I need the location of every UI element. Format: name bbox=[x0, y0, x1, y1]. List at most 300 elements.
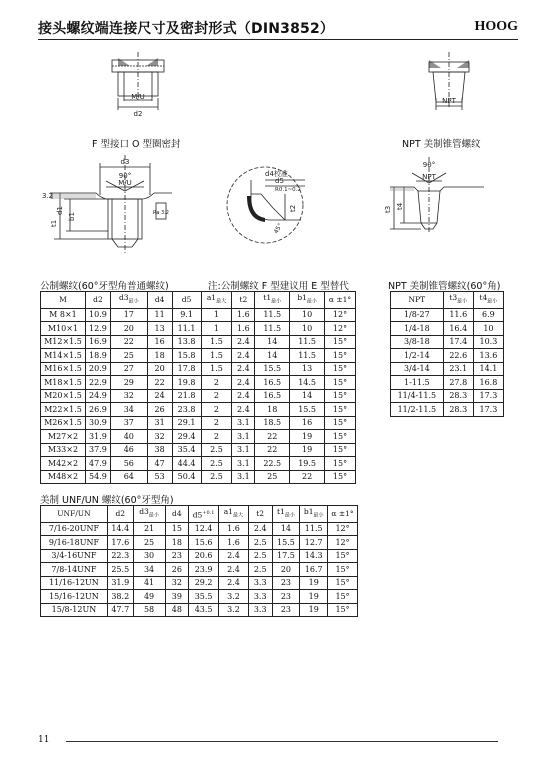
table-cell: M10×1 bbox=[41, 322, 86, 336]
angle-90-npt-label: 90° bbox=[422, 161, 436, 169]
table-row bbox=[41, 470, 356, 484]
table-cell: 2.4 bbox=[219, 549, 249, 563]
table-cell: 11 bbox=[147, 308, 172, 322]
table-cell: 11.6 bbox=[443, 308, 473, 322]
table-cell: 19.8 bbox=[172, 376, 201, 390]
table-cell: 2.5 bbox=[248, 549, 272, 563]
table-cell: 15.8 bbox=[172, 349, 201, 363]
t1-label: t1 bbox=[50, 219, 58, 227]
table-cell: 18 bbox=[165, 536, 189, 550]
table-cell: 20.6 bbox=[189, 549, 219, 563]
table-cell: 9/16-18UNF bbox=[41, 536, 108, 550]
header-unf-d2: d2 bbox=[107, 506, 133, 523]
table-row bbox=[41, 522, 358, 536]
header-d3: $d3_{最小}$ bbox=[110, 292, 147, 309]
table-cell: 34 bbox=[110, 403, 147, 417]
table-cell: 18 bbox=[255, 403, 290, 417]
table-cell: 2.4 bbox=[232, 389, 255, 403]
table-row bbox=[41, 430, 356, 444]
table-cell: 3.1 bbox=[232, 457, 255, 471]
table-cell: 31 bbox=[147, 416, 172, 430]
table-cell: 32 bbox=[147, 430, 172, 444]
table-row bbox=[391, 403, 504, 417]
table-cell: 15.5 bbox=[290, 403, 325, 417]
table-cell: 29.1 bbox=[172, 416, 201, 430]
table-cell: 26.9 bbox=[85, 403, 110, 417]
roughness-label: Ra 3.2 bbox=[153, 210, 169, 216]
table-cell: 22.5 bbox=[255, 457, 290, 471]
table-row bbox=[41, 322, 356, 336]
table-row bbox=[391, 308, 504, 322]
d4-label: d4校准 bbox=[265, 170, 288, 178]
table-cell: 13 bbox=[147, 322, 172, 336]
unf-thread-table bbox=[40, 505, 358, 617]
table-cell: 1 bbox=[201, 308, 232, 322]
table-cell: 20.9 bbox=[85, 362, 110, 376]
table-cell: 7/8-14UNF bbox=[41, 563, 108, 577]
table-cell: 15/16-12UN bbox=[41, 590, 108, 604]
table-row bbox=[41, 536, 358, 550]
header-unf: UNF/UN bbox=[41, 506, 108, 523]
table-cell: 37 bbox=[110, 416, 147, 430]
table-cell: 41 bbox=[133, 576, 165, 590]
table-cell: 14.1 bbox=[473, 362, 503, 376]
table-cell: 2 bbox=[201, 376, 232, 390]
table-cell: 19 bbox=[300, 590, 328, 604]
table-cell: 10.9 bbox=[85, 308, 110, 322]
table-cell: 2 bbox=[201, 389, 232, 403]
table-cell: 15° bbox=[325, 349, 356, 363]
table-cell: 26 bbox=[147, 403, 172, 417]
d2-label: d2 bbox=[133, 110, 143, 118]
table-cell: 2 bbox=[201, 430, 232, 444]
angle-90-label: 90° bbox=[118, 172, 132, 180]
f-type-port-drawing bbox=[40, 155, 175, 255]
table-cell: 3.2 bbox=[219, 603, 249, 617]
table-cell: M22×1.5 bbox=[41, 403, 86, 417]
table-cell: 22.3 bbox=[107, 549, 133, 563]
table-cell: 53 bbox=[147, 470, 172, 484]
table-cell: 16 bbox=[290, 416, 325, 430]
table-cell: 29 bbox=[110, 376, 147, 390]
table-cell: 15.6 bbox=[189, 536, 219, 550]
unf-caption: 美制 UNF/UN 螺纹(60°牙型角) bbox=[40, 495, 174, 506]
table-cell: 37.9 bbox=[85, 443, 110, 457]
table-row bbox=[391, 376, 504, 390]
table-cell: 3.3 bbox=[248, 603, 272, 617]
table-cell: 19 bbox=[300, 576, 328, 590]
table-cell: 24.9 bbox=[85, 389, 110, 403]
header-b1: $b1_{最小}$ bbox=[290, 292, 325, 309]
header-alpha: α ±1° bbox=[325, 292, 356, 309]
table-cell: 2 bbox=[201, 403, 232, 417]
table-cell: 18.5 bbox=[255, 416, 290, 430]
table-cell: 22 bbox=[255, 430, 290, 444]
unf-table-header bbox=[41, 506, 358, 523]
table-cell: 2.4 bbox=[232, 362, 255, 376]
table-cell: 13.6 bbox=[473, 349, 503, 363]
table-cell: 15° bbox=[328, 563, 358, 577]
table-cell: 20 bbox=[110, 322, 147, 336]
f-type-plug-drawing bbox=[100, 50, 180, 120]
table-cell: 3/4-14 bbox=[391, 362, 444, 376]
table-cell: 16.4 bbox=[443, 322, 473, 336]
table-cell: 35.5 bbox=[189, 590, 219, 604]
header-a1: $a1_{最大}$ bbox=[201, 292, 232, 309]
table-cell: 10 bbox=[473, 322, 503, 336]
t2-label: t2 bbox=[289, 204, 297, 212]
table-cell: 11.1 bbox=[172, 322, 201, 336]
table-cell: 23.1 bbox=[443, 362, 473, 376]
npt-thread-table bbox=[390, 291, 504, 417]
table-row bbox=[41, 443, 356, 457]
table-cell: 2.4 bbox=[232, 335, 255, 349]
table-cell: 2 bbox=[201, 416, 232, 430]
table-cell: 17 bbox=[110, 308, 147, 322]
table-cell: 11.5 bbox=[300, 522, 328, 536]
table-cell: 1-11.5 bbox=[391, 376, 444, 390]
table-cell: M20×1.5 bbox=[41, 389, 86, 403]
table-row bbox=[41, 549, 358, 563]
table-cell: 22 bbox=[147, 376, 172, 390]
table-cell: 24 bbox=[147, 389, 172, 403]
table-row bbox=[41, 389, 356, 403]
table-cell: 11.5 bbox=[290, 335, 325, 349]
table-cell: M 8×1 bbox=[41, 308, 86, 322]
table-cell: 40 bbox=[110, 430, 147, 444]
table-cell: 2.5 bbox=[201, 443, 232, 457]
table-row bbox=[41, 603, 358, 617]
table-cell: 13 bbox=[290, 362, 325, 376]
table-row bbox=[41, 335, 356, 349]
table-cell: 3.2 bbox=[219, 590, 249, 604]
header-unf-b1: $b1_{最小}$ bbox=[300, 506, 328, 523]
metric-table-header bbox=[41, 292, 356, 309]
table-cell: 23 bbox=[165, 549, 189, 563]
npt-table-caption: NPT 美制锥管螺纹(60°角) bbox=[388, 281, 501, 292]
table-cell: 17.3 bbox=[473, 389, 503, 403]
table-cell: 11.5 bbox=[255, 322, 290, 336]
metric-table-body bbox=[41, 308, 356, 484]
table-cell: 14.5 bbox=[290, 376, 325, 390]
table-cell: 27.8 bbox=[443, 376, 473, 390]
table-cell: 19 bbox=[290, 430, 325, 444]
table-cell: 25 bbox=[110, 349, 147, 363]
table-cell: 17.3 bbox=[473, 403, 503, 417]
table-cell: 7/16-20UNF bbox=[41, 522, 108, 536]
brand-name: HOOG bbox=[474, 19, 518, 34]
table-cell: 29.4 bbox=[172, 430, 201, 444]
table-cell: M12×1.5 bbox=[41, 335, 86, 349]
table-cell: 3.1 bbox=[232, 430, 255, 444]
npt-table-header bbox=[391, 292, 504, 309]
table-cell: 47 bbox=[147, 457, 172, 471]
table-cell: 26 bbox=[165, 563, 189, 577]
table-cell: 21.8 bbox=[172, 389, 201, 403]
table-cell: 25 bbox=[255, 470, 290, 484]
header-d2: d2 bbox=[85, 292, 110, 309]
table-cell: 54.9 bbox=[85, 470, 110, 484]
table-cell: 15° bbox=[325, 403, 356, 417]
t4-label: t4 bbox=[396, 202, 404, 210]
table-cell: M42×2 bbox=[41, 457, 86, 471]
table-cell: 47.9 bbox=[85, 457, 110, 471]
table-cell: 15° bbox=[325, 335, 356, 349]
header-m: M bbox=[41, 292, 86, 309]
table-cell: 11/16-12UN bbox=[41, 576, 108, 590]
table-cell: 22 bbox=[290, 470, 325, 484]
table-cell: 15° bbox=[328, 590, 358, 604]
radius-label: R0.1~0.2 bbox=[275, 187, 301, 193]
table-cell: 18.9 bbox=[85, 349, 110, 363]
table-cell: 16.8 bbox=[473, 376, 503, 390]
table-cell: 22.9 bbox=[85, 376, 110, 390]
table-cell: 15.5 bbox=[255, 362, 290, 376]
table-cell: 3.1 bbox=[232, 470, 255, 484]
unf-table-body bbox=[41, 522, 358, 617]
table-cell: M18×1.5 bbox=[41, 376, 86, 390]
table-cell: 2.4 bbox=[232, 403, 255, 417]
table-cell: 1/8-27 bbox=[391, 308, 444, 322]
table-cell: 11/2-11.5 bbox=[391, 403, 444, 417]
table-cell: 15° bbox=[325, 430, 356, 444]
table-cell: 17.8 bbox=[172, 362, 201, 376]
table-cell: 11/4-11.5 bbox=[391, 389, 444, 403]
metric-caption: 公制螺纹(60°牙型角普通螺纹) bbox=[40, 281, 169, 292]
table-cell: 16.9 bbox=[85, 335, 110, 349]
header-d5: d5 bbox=[172, 292, 201, 309]
table-cell: 23 bbox=[272, 576, 300, 590]
angle-45-label: 45° bbox=[272, 222, 285, 235]
table-cell: 1.6 bbox=[232, 322, 255, 336]
table-cell: 2.5 bbox=[248, 536, 272, 550]
table-cell: 12.4 bbox=[189, 522, 219, 536]
npt-port-label: NPT bbox=[422, 173, 436, 181]
table-cell: 30.9 bbox=[85, 416, 110, 430]
table-cell: 12.7 bbox=[300, 536, 328, 550]
table-cell: 19.5 bbox=[290, 457, 325, 471]
table-cell: 15° bbox=[328, 549, 358, 563]
table-row bbox=[391, 322, 504, 336]
table-cell: 15° bbox=[325, 457, 356, 471]
table-cell: 21 bbox=[133, 522, 165, 536]
table-cell: 16 bbox=[147, 335, 172, 349]
b1-label: b1 bbox=[68, 212, 76, 221]
chamfer-3-2-label: 3.2 bbox=[42, 192, 54, 200]
table-cell: 16.7 bbox=[300, 563, 328, 577]
table-cell: 14.4 bbox=[107, 522, 133, 536]
table-row bbox=[41, 376, 356, 390]
table-row bbox=[41, 403, 356, 417]
header-d4: d4 bbox=[147, 292, 172, 309]
table-row bbox=[41, 590, 358, 604]
table-cell: 9.1 bbox=[172, 308, 201, 322]
table-row bbox=[391, 335, 504, 349]
table-cell: 15.5 bbox=[272, 536, 300, 550]
table-cell: 20 bbox=[272, 563, 300, 577]
table-cell: 25.5 bbox=[107, 563, 133, 577]
header-unf-t2: t2 bbox=[248, 506, 272, 523]
table-cell: 3/8-18 bbox=[391, 335, 444, 349]
table-cell: 15° bbox=[328, 603, 358, 617]
table-cell: 2.5 bbox=[201, 457, 232, 471]
header-unf-d3: $d3_{最小}$ bbox=[133, 506, 165, 523]
table-cell: 18 bbox=[147, 349, 172, 363]
table-cell: 22 bbox=[255, 443, 290, 457]
table-cell: 10.3 bbox=[473, 335, 503, 349]
table-cell: 15° bbox=[325, 376, 356, 390]
table-cell: 15/8-12UN bbox=[41, 603, 108, 617]
header-rule bbox=[38, 39, 518, 40]
table-cell: 1/2-14 bbox=[391, 349, 444, 363]
table-cell: 3.3 bbox=[248, 590, 272, 604]
table-cell: 30 bbox=[133, 549, 165, 563]
table-cell: 11.5 bbox=[255, 308, 290, 322]
table-cell: 44.4 bbox=[172, 457, 201, 471]
table-cell: 19 bbox=[300, 603, 328, 617]
header-unf-alpha: α ±1° bbox=[328, 506, 358, 523]
table-cell: 15 bbox=[165, 522, 189, 536]
table-cell: 2.4 bbox=[248, 522, 272, 536]
table-cell: 39 bbox=[165, 590, 189, 604]
table-row bbox=[391, 389, 504, 403]
table-cell: 22 bbox=[110, 335, 147, 349]
table-cell: 28.3 bbox=[443, 389, 473, 403]
footer-rule bbox=[66, 741, 498, 742]
npt-table-body bbox=[391, 308, 504, 416]
table-cell: 32 bbox=[110, 389, 147, 403]
table-cell: M26×1.5 bbox=[41, 416, 86, 430]
table-cell: 27 bbox=[110, 362, 147, 376]
table-cell: 31.9 bbox=[107, 576, 133, 590]
table-row bbox=[41, 576, 358, 590]
table-cell: 28.3 bbox=[443, 403, 473, 417]
table-cell: 35.4 bbox=[172, 443, 201, 457]
table-cell: 10 bbox=[290, 308, 325, 322]
table-cell: 12° bbox=[325, 322, 356, 336]
d5-label: d5 bbox=[275, 177, 284, 185]
table-cell: 58 bbox=[133, 603, 165, 617]
table-cell: 38 bbox=[147, 443, 172, 457]
table-cell: 1.5 bbox=[201, 335, 232, 349]
table-cell: 15° bbox=[325, 389, 356, 403]
table-cell: 1.6 bbox=[232, 308, 255, 322]
table-cell: 16.5 bbox=[255, 389, 290, 403]
table-cell: 2.5 bbox=[248, 563, 272, 577]
table-cell: 20 bbox=[147, 362, 172, 376]
table-cell: 50.4 bbox=[172, 470, 201, 484]
header-npt: NPT bbox=[391, 292, 444, 309]
f-type-caption: F 型接口 O 型圈密封 bbox=[92, 139, 181, 150]
table-cell: 1.6 bbox=[219, 522, 249, 536]
t3-label: t3 bbox=[384, 205, 392, 213]
npt-type-caption: NPT 美制锥管螺纹 bbox=[402, 139, 481, 150]
header-unf-t1: $t1_{最小}$ bbox=[272, 506, 300, 523]
page-title: 接头螺纹端连接尺寸及密封形式（DIN3852） bbox=[38, 21, 335, 37]
table-cell: 15° bbox=[325, 470, 356, 484]
header-unf-a1: $a1_{最大}$ bbox=[219, 506, 249, 523]
table-cell: 2.4 bbox=[219, 576, 249, 590]
table-cell: 29.2 bbox=[189, 576, 219, 590]
mu-port-label: M/U bbox=[118, 179, 132, 187]
table-cell: 1 bbox=[201, 322, 232, 336]
table-cell: 3.1 bbox=[232, 416, 255, 430]
table-cell: 38.2 bbox=[107, 590, 133, 604]
table-cell: 12.9 bbox=[85, 322, 110, 336]
table-cell: 56 bbox=[110, 457, 147, 471]
table-cell: 2.4 bbox=[232, 376, 255, 390]
d1-label: d1 bbox=[56, 206, 64, 215]
table-row bbox=[391, 349, 504, 363]
table-cell: 1/4-18 bbox=[391, 322, 444, 336]
table-cell: 15° bbox=[328, 576, 358, 590]
table-cell: 14 bbox=[255, 335, 290, 349]
table-cell: 11.5 bbox=[290, 349, 325, 363]
table-cell: 1.6 bbox=[219, 536, 249, 550]
table-cell: 10 bbox=[290, 322, 325, 336]
table-row bbox=[391, 362, 504, 376]
table-cell: 19 bbox=[290, 443, 325, 457]
table-cell: 14 bbox=[290, 389, 325, 403]
table-row bbox=[41, 362, 356, 376]
table-cell: M16×1.5 bbox=[41, 362, 86, 376]
npt-port-drawing bbox=[372, 155, 487, 235]
table-cell: 15° bbox=[325, 362, 356, 376]
table-cell: 32 bbox=[165, 576, 189, 590]
table-cell: M27×2 bbox=[41, 430, 86, 444]
table-row bbox=[41, 308, 356, 322]
header-t4: $t4_{最小}$ bbox=[473, 292, 503, 309]
table-cell: 15° bbox=[325, 416, 356, 430]
table-cell: 2.4 bbox=[232, 349, 255, 363]
table-cell: 17.5 bbox=[272, 549, 300, 563]
table-cell: 1.5 bbox=[201, 362, 232, 376]
table-row bbox=[41, 563, 358, 577]
table-cell: 16.5 bbox=[255, 376, 290, 390]
table-cell: M48×2 bbox=[41, 470, 86, 484]
table-cell: 15° bbox=[325, 443, 356, 457]
table-cell: 31.9 bbox=[85, 430, 110, 444]
table-cell: 3.1 bbox=[232, 443, 255, 457]
header-t1: $t1_{最小}$ bbox=[255, 292, 290, 309]
table-cell: 14 bbox=[255, 349, 290, 363]
table-cell: 17.4 bbox=[443, 335, 473, 349]
table-cell: 23.8 bbox=[172, 403, 201, 417]
table-cell: 12° bbox=[325, 308, 356, 322]
table-cell: 23.9 bbox=[189, 563, 219, 577]
table-cell: 3.3 bbox=[248, 576, 272, 590]
table-row bbox=[41, 457, 356, 471]
mu-label: M/U bbox=[131, 93, 145, 101]
table-row bbox=[41, 349, 356, 363]
chamfer-detail-drawing bbox=[225, 160, 310, 250]
table-cell: 6.9 bbox=[473, 308, 503, 322]
d3-label: d3 bbox=[120, 158, 130, 166]
npt-plug-label: NPT bbox=[442, 97, 456, 105]
table-cell: 14 bbox=[272, 522, 300, 536]
header-t2: t2 bbox=[232, 292, 255, 309]
metric-thread-table bbox=[40, 291, 356, 484]
table-cell: 43.5 bbox=[189, 603, 219, 617]
table-cell: 12° bbox=[328, 522, 358, 536]
table-cell: 47.7 bbox=[107, 603, 133, 617]
table-cell: 64 bbox=[110, 470, 147, 484]
table-cell: 25 bbox=[133, 536, 165, 550]
table-cell: 48 bbox=[165, 603, 189, 617]
table-cell: 46 bbox=[110, 443, 147, 457]
table-cell: M33×2 bbox=[41, 443, 86, 457]
table-cell: 14.3 bbox=[300, 549, 328, 563]
